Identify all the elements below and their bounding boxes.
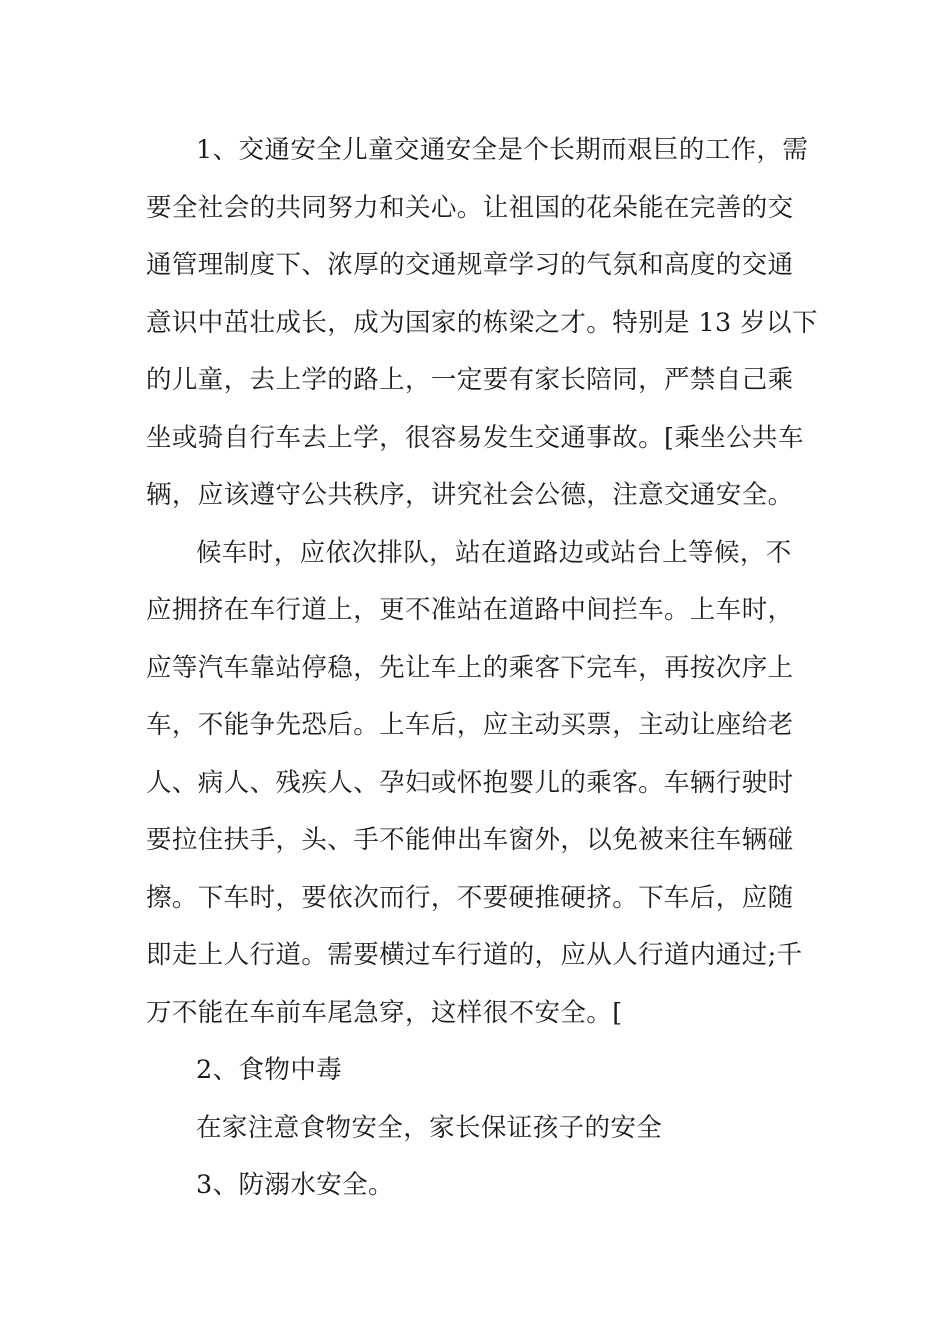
paragraph-line: 即走上人行道。需要横过车行道的，应从人行道内通过;千 xyxy=(146,940,803,970)
paragraph-line: 要拉住扶手，头、手不能伸出车窗外，以免被来往车辆碰 xyxy=(146,825,794,855)
document-body xyxy=(146,122,818,1215)
paragraph-line: 辆，应该遵守公共秩序，讲究社会公德，注意交通安全。 xyxy=(146,480,794,510)
paragraph-line: 应拥挤在车行道上，更不准站在道路中间拦车。上车时， xyxy=(146,595,794,625)
paragraph-line: 万不能在车前车尾急穿，这样很不安全。[ xyxy=(146,997,623,1028)
paragraph-line: 坐或骑自行车去上学，很容易发生交通事故。[乘坐公共车 xyxy=(146,422,804,453)
paragraph-line: 候车时，应依次排队，站在道路边或站台上等候，不 xyxy=(196,537,792,568)
paragraph-line: 在家注意食物安全，家长保证孩子的安全 xyxy=(196,1112,663,1143)
paragraph-line: 1、交通安全儿童交通安全是个长期而艰巨的工作，需 xyxy=(196,135,809,165)
paragraph-line: 要全社会的共同努力和关心。让祖国的花朵能在完善的交 xyxy=(146,192,794,223)
section-heading: 2、食物中毒 xyxy=(196,1055,343,1085)
paragraph-line: 应等汽车靠站停稳，先让车上的乘客下完车，再按次序上 xyxy=(146,652,794,683)
paragraph-line: 擦。下车时，要依次而行，不要硬推硬挤。下车后，应随 xyxy=(146,882,794,913)
paragraph-line: 意识中茁壮成长，成为国家的栋梁之才。特别是 13 岁以下 xyxy=(146,307,818,338)
paragraph-line: 车，不能争先恐后。上车后，应主动买票，主动让座给老 xyxy=(146,710,794,740)
paragraph-line: 人、病人、残疾人、孕妇或怀抱婴儿的乘客。车辆行驶时 xyxy=(146,767,794,798)
section-heading: 3、防溺水安全。 xyxy=(196,1170,394,1200)
paragraph-line: 的儿童，去上学的路上，一定要有家长陪同，严禁自己乘 xyxy=(146,365,794,395)
paragraph-line: 通管理制度下、浓厚的交通规章学习的气氛和高度的交通 xyxy=(146,250,794,280)
